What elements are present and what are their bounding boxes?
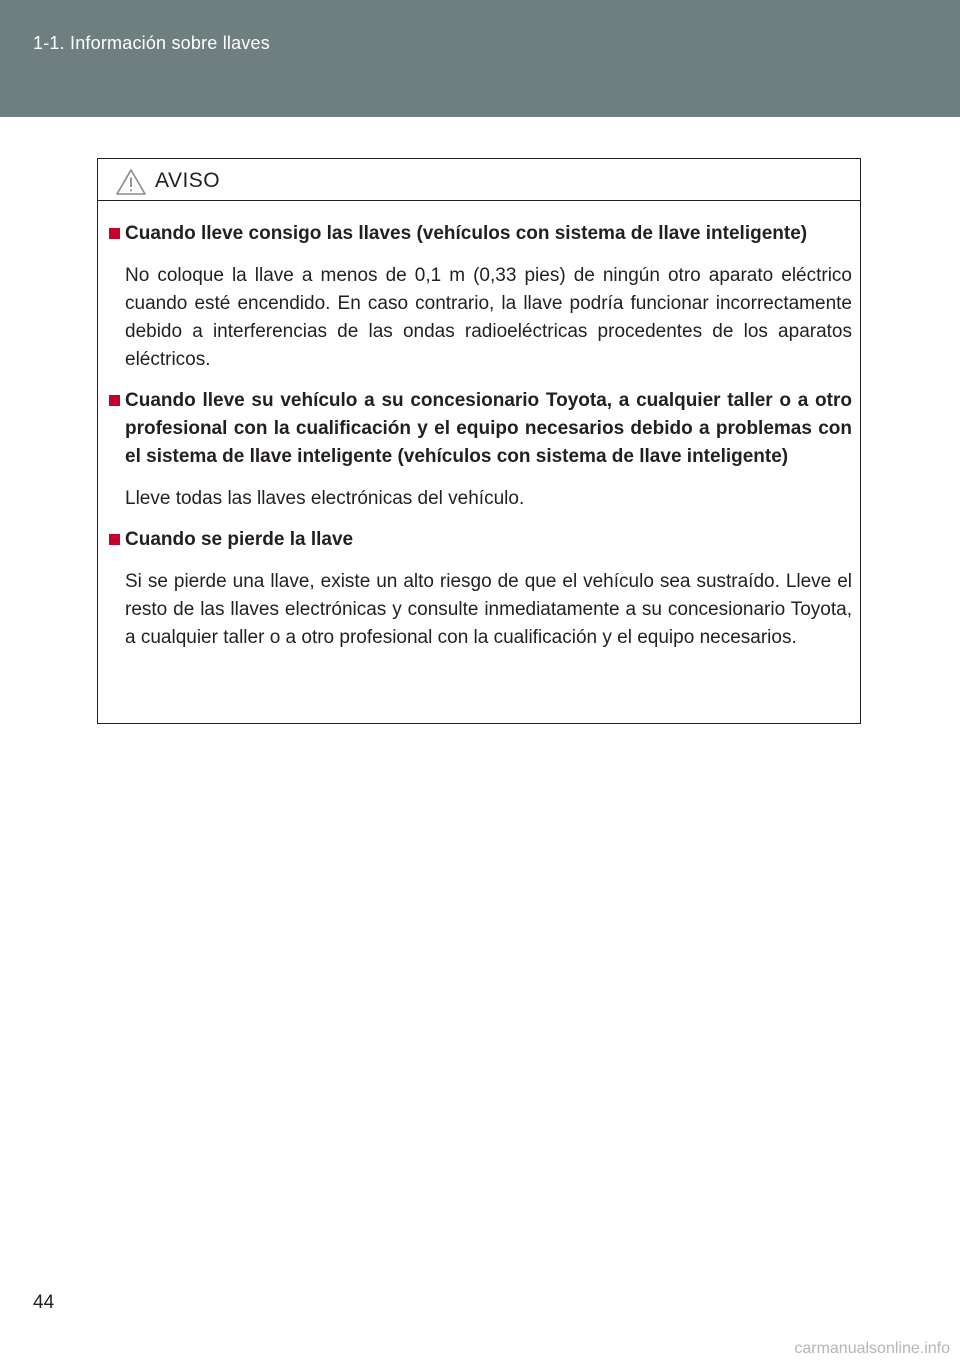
bullet-heading-text: Cuando lleve consigo las llaves (vehículos con sistema de llave inteligente) [125, 223, 808, 244]
bullet-heading-text: Cuando lleve su vehículo a su concesionario Toyota, a cualquier taller o a otro profesional con la cualificación y el equipo necesarios debido a problemas con el sistema de llave inteligente (vehículos con sistema de llave inteligente) [125, 390, 852, 467]
bullet-heading [106, 220, 852, 248]
paragraph: Lleve todas las llaves electrónicas del vehículo. [125, 488, 525, 509]
warning-body [98, 201, 860, 665]
section-title: 1-1. Información sobre llaves [33, 33, 270, 53]
warning-triangle-icon [115, 168, 147, 196]
page-number: 44 [33, 1292, 55, 1313]
bullet-heading-text: Cuando se pierde la llave [125, 529, 354, 550]
warning-box [97, 158, 861, 724]
bullet-heading [106, 526, 852, 554]
bullet-square-icon [109, 395, 120, 406]
warning-title: AVISO [155, 169, 221, 192]
paragraph: Si se pierde una llave, existe un alto riesgo de que el vehículo sea sustraído. Lleve el resto de las llaves electrónicas y consulte inmediatamente a su concesionario Toyota, a cualquier taller o a otro profesional con la cualificación y el equipo necesarios. [125, 571, 852, 648]
warning-header [98, 159, 860, 201]
bullet-heading [106, 387, 852, 471]
bullet-square-icon [109, 534, 120, 545]
header-band [0, 0, 960, 117]
watermark: carmanualsonline.info [794, 1340, 950, 1357]
bullet-square-icon [109, 228, 120, 239]
paragraph: No coloque la llave a menos de 0,1 m (0,33 pies) de ningún otro aparato eléctrico cuando esté encendido. En caso contrario, la llave podría funcionar incorrectamente debido a interferencias de las ondas radioeléctricas procedentes de los aparatos eléctricos. [125, 265, 852, 370]
